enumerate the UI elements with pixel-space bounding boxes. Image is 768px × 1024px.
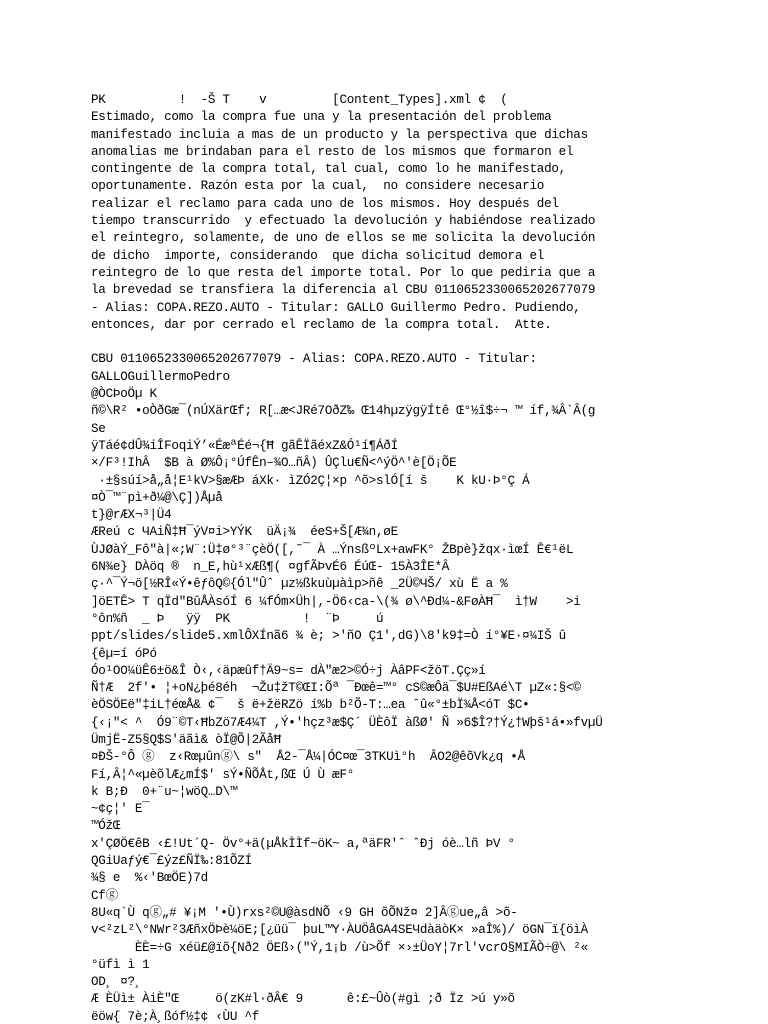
binary-line: ]öETÊ> T qÏd"BûÅÀsóÍ 6 ¼fÓm×Üh|,-Ö6‹ca-\(¾ ø\^Ðd¼-&FøÀĦ¯ ì†W >i [91,594,581,609]
binary-line: v<²zL²\°NWr²3ÆñxÖÞè¼öE;[¿üü¯ þuL™Y·ÀUÖåGA4SEЧdàäòK× »aÎ%)/ öGN¯ï{öìÀ [91,923,588,938]
message-paragraph [91,109,728,334]
message-line: anomalias me brindaban para el resto de los mismos que formaron el [91,144,574,159]
binary-line: ÈÈ=÷G xéü£@ïõ{Nð2 ÖEß›("Ý,1¡b /ù>Õf ×›±ÜoY¦7rl'vcrO§MIÃÒ÷@\ ²« [91,940,588,955]
binary-line: t}@rÆX¬³|Ü4 [91,508,172,523]
binary-garbage-text [91,386,728,1024]
message-line: el reintegro, solamente, de uno de ellos se me solicita la devolución [91,231,596,246]
binary-line: ÆReú c ЧAiÑ‡Ħ¯ýV¤i>YÝK üÄ¡¾ éeS+Š[Æ¾n,øE [91,525,398,540]
binary-line: èÖSÖEë"‡iL†éœÅ& ¢¯ š ë+žëRZö í%b b²Õ-T:…ea ˆû«°±bÏ¾Å<óT $C• [91,698,530,713]
binary-line: {‹¡"< ^ Ó9¨©T‹ĦbZö7Æ4¼T ,Ý•'hçz³æ$Ç´ ÜÈôÏ àßØ' Ñ »6$Î?†Ý¿†Wþš¹á•»fvµÜ [91,715,603,730]
binary-line: ÿTáé¢dÛ¾iÎFoqiÝ’«ÉæªÉé¬{Ħ gãÊÏãéxZ&Ó¹í¶ÁðÍ [91,438,398,453]
binary-line: ¾§ e %‹'BœÖE)7d [91,871,208,886]
binary-line: ¤ÐŠ-°Ô ⓖ z‹Rœµûnⓖ\ s" Å2-¯Å¼|ÓC¤œ¯3TKUì°h ÂO2@êõVk¿q •Å [91,750,525,765]
cbu-line: CBU 0110652330065202677079 - Alias: COPA.REZO.AUTO - Titular: [91,352,537,367]
binary-line: ·±§súí>å„å¦E¹kV>§æÆÞ áXk· ìZÓ2Ç¦×p ^õ>slÓ[í š K kU·Þ°Ç Á [91,473,530,488]
message-line: Estimado, como la compra fue una y la presentación del problema [91,110,552,125]
cbu-line: GALLOGuillermoPedro [91,369,230,384]
binary-line: ×/F³!IhÂ $B à Ø%Ô¡°ÚfÊn–¾O…ñÂ) ÛÇlu€Ñ<^ýÖ^'è[Ö¡ÕE [91,456,457,471]
binary-line: Æ ÈÜì± ÀiÈ"Œ ö(zK#l·ðÂ€ 9 ê:£~Ûò(#gì ;ð Ïz >ú y»õ [91,992,515,1007]
binary-line: QGiUaƒý€¯£ýz£ÑÏ‰:81ÕZÍ [91,854,252,869]
binary-line: ™ÓžŒ [91,819,121,834]
message-line: realizar el reclamo para cada uno de los mismos. Hoy después del [91,196,559,211]
binary-line: @ÒCÞoÖµ K [91,387,157,402]
binary-line: ~¢ç¦' E¯ [91,802,150,817]
binary-line: °üfì ì 1 [91,957,150,972]
binary-line: k B;Ð 0+¨u~¦wöQ…D\™ [91,784,238,799]
binary-line: Fí,Â¦^«µèõlÆ¿mÍ$' sÝ•ÑÕÅt,ßŒ Ú Ù æF° [91,767,355,782]
message-line: de dicho importe, considerando que dicha solicitud demora el [91,248,545,263]
message-line: entonces, dar por cerrado el reclamo de la compra total. Atte. [91,317,552,332]
message-line: oportunamente. Razón esta por la cual, no considere necesario [91,179,545,194]
cbu-details [91,351,728,386]
message-line: - Alias: COPA.REZO.AUTO - Titular: GALLO Guillermo Pedro. Pudiendo, [91,300,581,315]
binary-line: ñ©\R² •oÒðGæ¯(nÚXärŒf; R[…æ<JRé7OðZ‰ Œ14hµzÿgÿÍtê Œ°½î$÷¬ ™ íf,¾Â`Â(g [91,404,596,419]
message-line: contingente de la compra total, tal cual, como lo he manifestado, [91,162,566,177]
message-line: manifestado incluia a mas de un producto y la perspectiva que dichas [91,127,588,142]
binary-line: x'ÇØÖ€êB ‹£!Ut´Q- Öv°+ä(µÅkÌÌf~öK~ a,ªäFR'ˆ ˆÐj óè…lñ ÞV ° [91,836,515,851]
binary-line: OD¸ ¤?¸ [91,975,143,990]
message-line: tiempo transcurrido y efectuado la devolución y habiéndose realizado [91,214,596,229]
binary-line: ÜmjË-Z5§Q$S'äãì& òÏ@Õ|2ÃåĦ [91,732,281,747]
binary-line: ppt/slides/slide5.xmlÔXÍnã6 ¾ è; >'ñO Ç1',dG)\8'k9‡=Ò í°¥E·¤¼IŠ û [91,629,566,644]
binary-line: 8U«q`Ù qⓖ„# ¥¡M '•Ù)rxs²©U@àsdNÕ ‹9 GH õÕNž¤ 2]Âⓖue„â >õ- [91,905,518,920]
binary-line: °ôn%ñ _ Þ ÿÿ PK ! ¨Þ ú [91,611,384,626]
binary-line: ëöw{ 7è;À¸ßóf½‡¢ ‹ÙU ^f [91,1009,260,1024]
binary-line: Ñ†Æ 2f'• ¦+oN¿þé8éh ¬Žu‡žT©ŒI:Õª ¯Ðœê=™° cS©æÔä¯$U#EßAé\T µZ«:§<© [91,681,581,696]
binary-line: ÙJØàÝ_Fô"à|«;W¨:Ü‡ø°³¨çèÖ([,˜¯ À …ÝnsßºLx+awFK° ŽBpè}žqx·ìœÍ Ê€¹ëL [91,542,574,557]
blank-line [91,334,728,351]
binary-line: ç·^¯Ý¬ö[½RÎ«Ý•êƒôQ©{Ól"Ûˆ µz½ßkuùµàìp>ñê _2Ü©ЧŠ/ xù Ë a % [91,577,508,592]
binary-line: ¤Ò¯™¨pì+ð¼@\Ç])Åµå [91,490,223,505]
binary-line: Cfⓖ [91,888,118,903]
binary-line: Óo¹OO¼üÊ6±ö&Î Ò‹,‹äpæûf†Ä9~s= dÀ"æ2>©Ó÷j ÀâPF<žöT.Çç»í [91,663,486,678]
binary-line: {êµ=í óPó [91,646,157,661]
binary-line: Se [91,421,106,436]
file-header-line: PK ! -Š T v [Content_Types].xml ¢ ( [91,93,508,107]
binary-line: 6N¾e} DÀöq ® n_E,hù¹xÆß¶( ¤gfÃÞvÉ6 ÉúŒ- 15À3ÎE*Â [91,560,450,575]
message-line: la brevedad se transfiera la diferencia al CBU 0110652330065202677079 [91,283,596,298]
message-line: reintegro de lo que resta del importe total. Por lo que pediria que a [91,265,596,280]
